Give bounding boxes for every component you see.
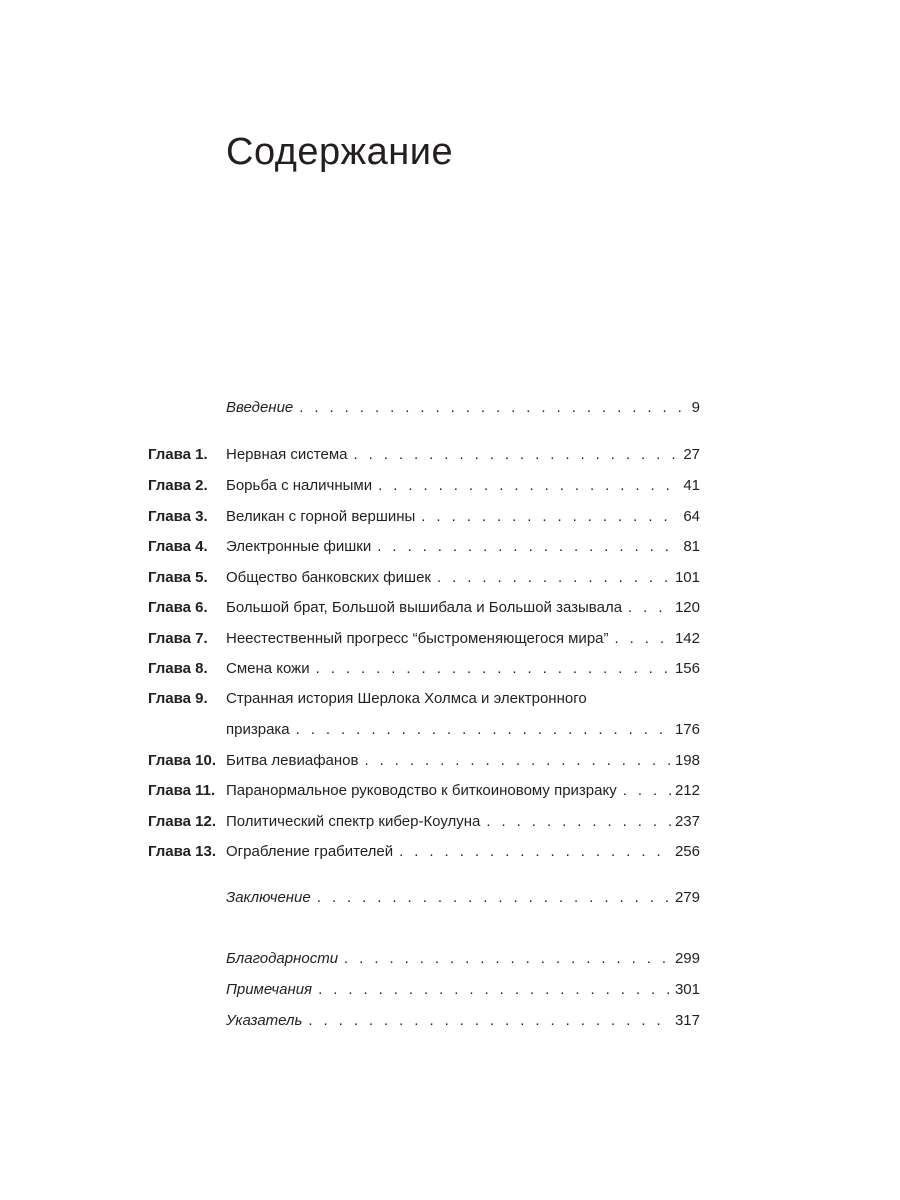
page-number: 142 [674,630,700,647]
page-title: Содержание [226,131,454,173]
chapter-label: Глава 2. [148,477,208,494]
toc-entry-index[interactable] [0,1010,900,1032]
entry-title: Битва левиафанов [226,752,359,769]
entry-title: Ограбление грабителей [226,843,394,860]
toc-entry-chapter-11[interactable] [0,780,900,802]
chapter-label: Глава 3. [148,508,208,525]
chapter-label: Глава 7. [148,630,208,647]
leader-dots [399,841,671,863]
entry-title: Борьба с наличными [226,477,373,494]
leader-dots [628,597,671,619]
page-number: 120 [674,599,700,616]
page-number: 64 [683,508,700,525]
chapter-label: Глава 5. [148,569,208,586]
page-number: 41 [683,477,700,494]
entry-title: Великан с горной вершины [226,508,416,525]
leader-dots [317,887,671,909]
chapter-label: Глава 13. [148,843,217,860]
toc-entry-chapter-3[interactable] [0,506,900,528]
chapter-label: Глава 12. [148,813,217,830]
entry-title-line-2: призрака [226,721,290,738]
entry-title: Примечания [226,981,313,998]
toc-entry-chapter-1[interactable] [0,444,900,466]
leader-dots [364,750,671,772]
page-number: 101 [674,569,700,586]
entry-title: Благодарности [226,950,339,967]
page-number: 237 [674,813,700,830]
leader-dots [316,658,671,680]
leader-dots [299,397,687,419]
entry-title: Паранормальное руководство к биткоиновому призраку [226,782,617,799]
page-number: 317 [674,1012,700,1029]
entry-title: Общество банковских фишек [226,569,431,586]
toc-entry-chapter-2[interactable] [0,475,900,497]
toc-entry-chapter-9[interactable] [0,688,900,740]
leader-dots [318,979,671,1001]
page-number: 156 [674,660,700,677]
entry-title: Нервная система [226,446,348,463]
page-number: 256 [674,843,700,860]
leader-dots [296,719,671,741]
chapter-label: Глава 9. [148,690,208,707]
leader-dots [615,628,671,650]
page-number: 176 [674,721,700,738]
chapter-label: Глава 10. [148,752,217,769]
leader-dots [437,567,671,589]
page-number: 27 [683,446,700,463]
toc-entry-chapter-6[interactable] [0,597,900,619]
toc-entry-chapter-8[interactable] [0,658,900,680]
entry-title: Политический спектр кибер-Коулуна [226,813,481,830]
chapter-label: Глава 8. [148,660,208,677]
toc-entry-chapter-10[interactable] [0,750,900,772]
entry-title: Смена кожи [226,660,310,677]
page-number: 212 [674,782,700,799]
entry-title: Неестественный прогресс “быстроменяющегося мира” [226,630,609,647]
page-number: 301 [674,981,700,998]
toc-entry-acknowledgements[interactable] [0,948,900,970]
toc-entry-chapter-7[interactable] [0,628,900,650]
chapter-label: Глава 6. [148,599,208,616]
leader-dots [378,475,679,497]
entry-title-line-1: Странная история Шерлока Холмса и электронного [226,690,587,707]
toc-entry-chapter-5[interactable] [0,567,900,589]
chapter-label: Глава 4. [148,538,208,555]
entry-title: Заключение [226,889,311,906]
page-number: 299 [674,950,700,967]
leader-dots [344,948,671,970]
page-number: 279 [674,889,700,906]
leader-dots [421,506,679,528]
toc-entry-conclusion[interactable] [0,887,900,909]
toc-entry-chapter-13[interactable] [0,841,900,863]
entry-title: Электронные фишки [226,538,372,555]
page-number: 9 [691,399,700,416]
entry-title: Большой брат, Большой вышибала и Большой зазывала [226,599,623,616]
entry-title: Указатель [226,1012,303,1029]
chapter-label: Глава 11. [148,782,216,799]
leader-dots [377,536,679,558]
page-number: 198 [674,752,700,769]
toc-entry-chapter-4[interactable] [0,536,900,558]
toc-entry-chapter-12[interactable] [0,811,900,833]
leader-dots [486,811,671,833]
entry-title: Введение [226,399,294,416]
toc-entry-intro[interactable] [0,397,900,419]
page-number: 81 [683,538,700,555]
leader-dots [308,1010,671,1032]
chapter-label: Глава 1. [148,446,208,463]
leader-dots [623,780,671,802]
leader-dots [353,444,679,466]
toc-entry-notes[interactable] [0,979,900,1001]
